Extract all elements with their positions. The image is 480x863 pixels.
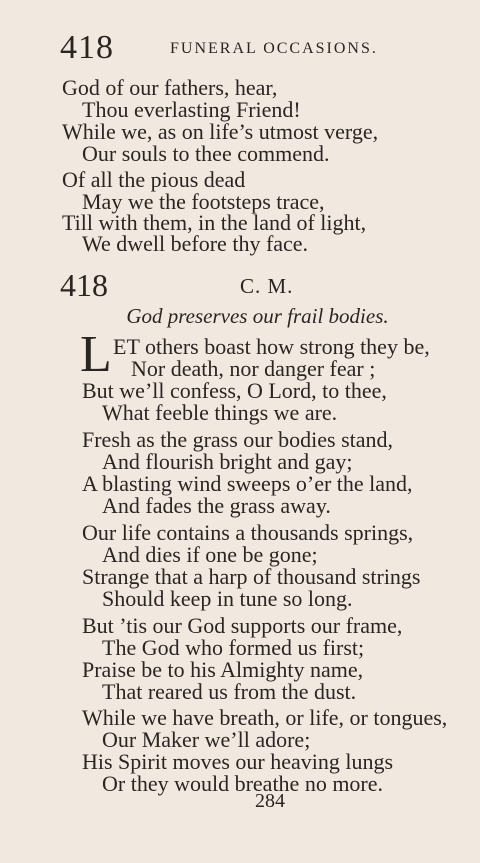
verse-line: That reared us from the dust. (102, 679, 357, 704)
verse-line: Thou everlasting Friend! (82, 97, 301, 122)
page-folio: 284 (255, 790, 285, 812)
verse-line: Or they would breathe no more. (102, 771, 384, 796)
hymn-meter: C. M. (240, 274, 294, 298)
verse-line: Of all the pious dead (62, 167, 246, 192)
running-title: FUNERAL OCCASIONS. (170, 40, 378, 57)
verse-line: Our Maker we’ll adore; (102, 727, 311, 752)
verse-line: But ’tis our God supports our frame, (82, 613, 403, 638)
verse-line: His Spirit moves our heaving lungs (82, 749, 394, 774)
hymn-heading (60, 268, 460, 304)
verse-line: Nor death, nor danger fear ; (131, 356, 376, 381)
verse-line: Our life contains a thousands springs, (82, 520, 414, 545)
verse-line: Strange that a harp of thousand strings (82, 564, 421, 589)
verse-line: We dwell before thy face. (82, 231, 309, 256)
verse-line: The God who formed us first; (102, 635, 365, 660)
verse-line: And fades the grass away. (102, 493, 331, 518)
verse-line: ET others boast how strong they be, (113, 334, 430, 359)
hymn-number: 418 (60, 267, 108, 303)
verse-line: While we, as on life’s utmost verge, (62, 119, 379, 144)
verse-line: Praise be to his Almighty name, (82, 657, 364, 682)
verse-line: And dies if one be gone; (102, 542, 318, 567)
hymn-number-top: 418 (60, 29, 114, 66)
verse-line: God of our fathers, hear, (62, 75, 278, 100)
verse-line: While we have breath, or life, or tongues, (82, 705, 448, 730)
verse-line: Till with them, in the land of light, (62, 210, 367, 235)
verse-line: But we’ll confess, O Lord, to thee, (82, 378, 387, 403)
running-header (60, 30, 460, 70)
hymn-subtitle: God preserves our frail bodies. (126, 304, 389, 328)
drop-cap: L (80, 326, 112, 383)
verse-line: And flourish bright and gay; (102, 449, 353, 474)
verse-line: A blasting wind sweeps o’er the land, (82, 471, 413, 496)
verse-line: May we the footsteps trace, (82, 189, 325, 214)
verse-line: Should keep in tune so long. (102, 586, 353, 611)
verse-line: What feeble things we are. (102, 400, 338, 425)
verse-line: Fresh as the grass our bodies stand, (82, 427, 394, 452)
verse-line: Our souls to thee commend. (82, 141, 330, 166)
